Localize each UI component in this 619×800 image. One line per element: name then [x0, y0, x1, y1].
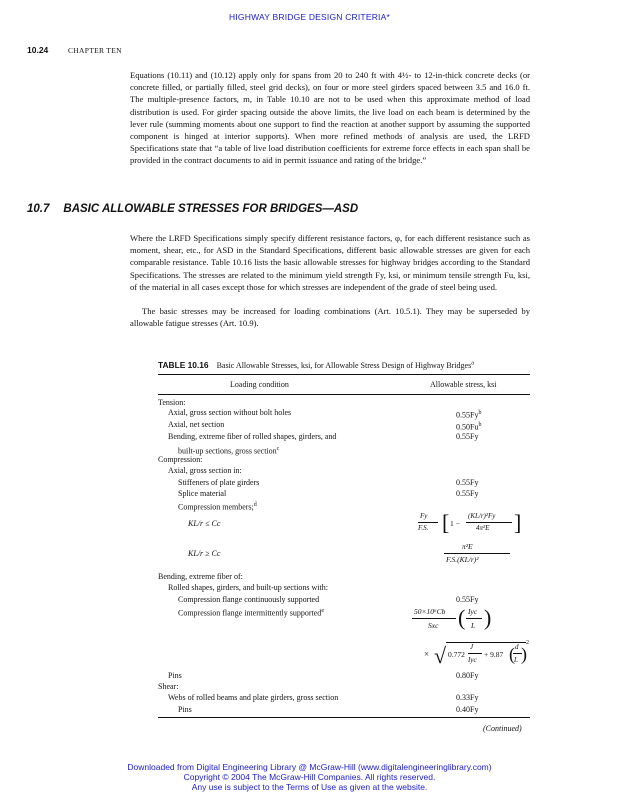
table-row-label: Compression members;$^d$: [178, 502, 257, 512]
section-paragraph-2: The basic stresses may be increased for loading combinations (Art. 10.5.1). They may be superseded by allowable fatigue stresses (Art. 10.9).: [130, 306, 530, 329]
intro-paragraph: Equations (10.11) and (10.12) apply only for spans from 20 to 240 ft with 4½- to 12-in-thick concrete decks (or concrete filled, or partially filled, steel grid decks), on four or more steel girders spaced between 3.5 and 16.0 ft. The multiple-presence factors, m, in Table 10.10 are not to be used when this approximate method of load distribution is used. For girder spacing outside the above limits, the live load on each beam is determined by the lever rule (summing moments about one support to find the reaction at another support by assuming the supported component is hinged at interior supports). When more refined methods of analysis are used, the LRFD Specifications state that “a table of live load distribution coefficients for extreme force effects in each span shall be provided in the contract documents to aid in permit issuance and rating of the bridge.”: [130, 70, 530, 166]
table-row-value: 0.55Fy$^b$: [456, 410, 482, 420]
table-row-label: Compression flange intermittently supported$^e$: [178, 608, 324, 618]
table-row-label: Compression flange continuously supported: [178, 595, 320, 604]
table-row-label: Stiffeners of plate girders: [178, 478, 260, 487]
formula-bending-factor: 50×10⁶Cb Sxc ( Iyc L ): [414, 605, 492, 630]
table-top-rule: [158, 374, 530, 375]
table-row-label: Bending, extreme fiber of rolled shapes, girders, and: [168, 432, 337, 441]
section-heading: [27, 203, 358, 215]
table-row-label: built-up sections, gross section$^c$: [178, 446, 280, 456]
table-row-label: Webs of rolled beams and plate girders, gross section: [168, 693, 339, 702]
table-row-label: KL/r ≥ Cc: [188, 549, 221, 558]
column-header-stress: Allowable stress, ksi: [430, 380, 497, 389]
table-caption-text: Basic Allowable Stresses, ksi, for Allowable Stress Design of Highway Bridges: [216, 361, 472, 370]
table-label: TABLE 10.16: [158, 360, 209, 370]
table-row-value: 0.33Fy: [456, 693, 479, 702]
table-row-value: 0.55Fy: [456, 595, 479, 604]
table-row-label: Axial, gross section without bolt holes: [168, 408, 292, 417]
table-row-value: 0.55Fy: [456, 478, 479, 487]
formula-column-short: Fy F.S. [ 1 − (KL/r)²Fy 4π²E ]: [418, 510, 522, 535]
table-row-value: 0.40Fy: [456, 705, 479, 714]
table-row-value: 0.55Fy: [456, 489, 479, 498]
table-row-value: 0.80Fy: [456, 671, 479, 680]
table-row-label: Pins: [178, 705, 192, 714]
footer-copyright-line: Copyright © 2004 The McGraw-Hill Companies. All rights reserved.: [183, 772, 436, 782]
table-caption-note: a: [471, 360, 474, 367]
footer-terms-line[interactable]: Any use is subject to the Terms of Use as given at the website.: [191, 782, 428, 792]
table-caption: [158, 360, 474, 370]
formula-column-long: π²E F.S.(KL/r)²: [444, 542, 514, 566]
table-bottom-rule: [158, 717, 530, 718]
table-row-label: Rolled shapes, girders, and built-up sections with:: [168, 583, 328, 592]
table-row-value: 0.55Fy: [456, 432, 479, 441]
table-header-rule: [158, 394, 530, 395]
table-row-label: Bending, extreme fiber of:: [158, 572, 243, 581]
table-row-label: Pins: [168, 671, 182, 680]
table-row-label: Axial, gross section in:: [168, 466, 242, 475]
page-number: 10.24: [27, 45, 49, 55]
running-header-title: HIGHWAY BRIDGE DESIGN CRITERIA*: [229, 12, 390, 22]
section-paragraph-1: Where the LRFD Specifications simply specify different resistance factors, φ, for each different resistance such as moment, shear, etc., for ASD in the Standard Specifications, different basic allowable stresses are given for each comparable resistance. Table 10.16 lists the basic allowable stresses for highway bridges according to the Standard Specifications. The stresses are related to the minimum yield strength Fy, ksi, or minimum tensile strength Fu, ksi, of the material in all cases except those for which stresses are independent of the grade of steel being used.: [130, 233, 530, 292]
continued-label: (Continued): [483, 724, 522, 733]
table-row-label: KL/r ≤ Cc: [188, 519, 221, 528]
table-row-label: Tension:: [158, 398, 186, 407]
table-row-value: 0.50Fu$^b$: [456, 422, 482, 432]
footer-download-line[interactable]: Downloaded from Digital Engineering Library @ McGraw-Hill (www.digitalengineeringlibrary.com): [127, 762, 492, 772]
table-row-label: Axial, net section: [168, 420, 225, 429]
table-row-label: Compression:: [158, 455, 203, 464]
formula-bending-sqrt: × √ 0.772 J Iyc + 9.87 ( d L ) 2: [424, 640, 529, 668]
section-title: BASIC ALLOWABLE STRESSES FOR BRIDGES—ASD: [63, 203, 359, 215]
column-header-condition: Loading condition: [230, 380, 289, 389]
table-row-label: Shear:: [158, 682, 179, 691]
section-number: 10.7: [27, 203, 50, 215]
chapter-label: CHAPTER TEN: [68, 46, 122, 55]
table-row-label: Splice material: [178, 489, 227, 498]
